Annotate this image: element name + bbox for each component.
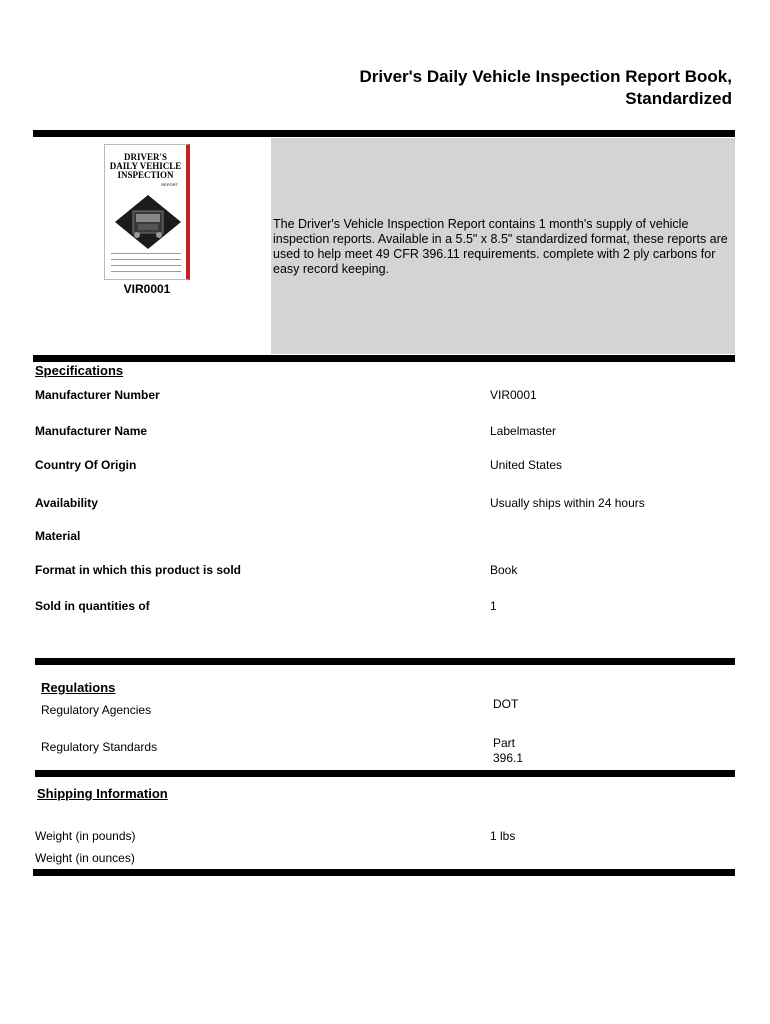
reg-value-standards-line-2: 396.1 bbox=[493, 751, 524, 765]
spec-value-quantity: 1 bbox=[490, 599, 497, 613]
cover-form-lines bbox=[111, 253, 181, 277]
spec-label-format: Format in which this product is sold bbox=[35, 563, 242, 577]
divider-bottom bbox=[33, 869, 735, 876]
title-line-1: Driver's Daily Vehicle Inspection Report Book, bbox=[359, 67, 732, 86]
divider-regulations bbox=[35, 658, 735, 665]
spec-value-manufacturer-number: VIR0001 bbox=[490, 388, 537, 402]
reg-label-agencies: Regulatory Agencies bbox=[41, 703, 152, 717]
reg-value-agencies: DOT bbox=[493, 697, 519, 711]
shipping-heading: Shipping Information bbox=[37, 786, 168, 801]
title-line-2: Standardized bbox=[625, 89, 732, 108]
product-sku: VIR0001 bbox=[123, 282, 171, 296]
ship-label-pounds: Weight (in pounds) bbox=[35, 829, 136, 843]
specifications-heading: Specifications bbox=[35, 363, 124, 378]
spec-label-country-of-origin: Country Of Origin bbox=[35, 458, 137, 472]
cover-line-1: DRIVER'S bbox=[123, 152, 167, 162]
spec-label-manufacturer-number: Manufacturer Number bbox=[35, 388, 160, 402]
reg-value-standards bbox=[493, 736, 523, 766]
spec-label-material: Material bbox=[35, 529, 81, 543]
regulations-heading: Regulations bbox=[41, 680, 116, 695]
spec-label-quantity: Sold in quantities of bbox=[35, 599, 150, 613]
product-image bbox=[104, 144, 190, 280]
cover-small-text: REPORT bbox=[161, 182, 178, 187]
spec-value-manufacturer-name: Labelmaster bbox=[490, 424, 557, 438]
divider-top bbox=[33, 130, 735, 137]
divider-shipping bbox=[35, 770, 735, 777]
spec-value-availability: Usually ships within 24 hours bbox=[490, 496, 645, 510]
reg-label-standards: Regulatory Standards bbox=[41, 740, 158, 754]
cover-title bbox=[105, 153, 186, 180]
divider-specifications bbox=[33, 355, 735, 362]
spec-value-country-of-origin: United States bbox=[490, 458, 563, 472]
spec-label-availability: Availability bbox=[35, 496, 98, 510]
cover-line-3: INSPECTION bbox=[117, 170, 174, 180]
spec-value-format: Book bbox=[490, 563, 518, 577]
reg-value-standards-line-1: Part bbox=[493, 736, 516, 750]
ship-label-ounces: Weight (in ounces) bbox=[35, 851, 135, 865]
truck-icon bbox=[113, 193, 183, 251]
page-title bbox=[212, 66, 732, 110]
product-description: The Driver's Vehicle Inspection Report contains 1 month's supply of vehicle inspection reports. Available in a 5.5" x 8.5" standardized format, these reports are used to help meet 49 CFR 396.11 requirements. complete with 2 ply carbons for easy record keeping. bbox=[273, 217, 728, 276]
spec-label-manufacturer-name: Manufacturer Name bbox=[35, 424, 148, 438]
ship-value-pounds: 1 lbs bbox=[490, 829, 516, 843]
cover-line-2: DAILY VEHICLE bbox=[109, 161, 182, 171]
